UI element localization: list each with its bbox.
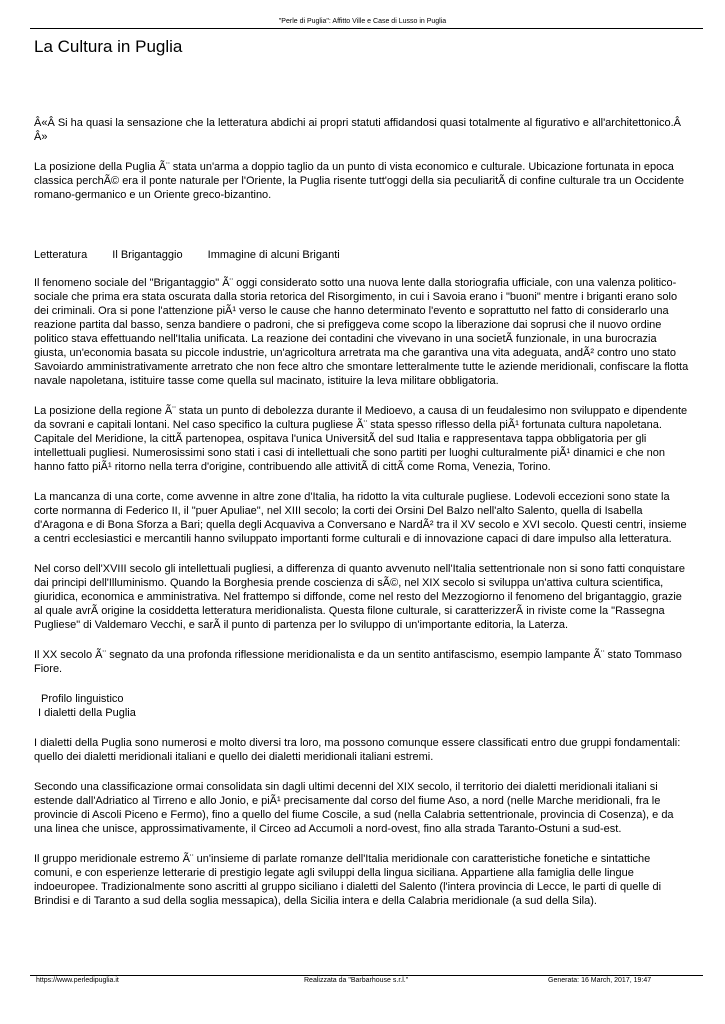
page-title: La Cultura in Puglia	[34, 37, 183, 56]
profile-line-2: I dialetti della Puglia	[38, 707, 136, 719]
footer-divider	[30, 975, 703, 976]
intro-quote: Â«Â Si ha quasi la sensazione che la letteratura abdichi ai propri statuti affidandosi quasi totalmente al figurativo e all'architettonico.Â Â»	[34, 117, 682, 143]
nav-item-letteratura[interactable]: Letteratura	[34, 249, 88, 261]
article-body	[34, 116, 689, 908]
paragraph-regione: La posizione della regione Ã¨ stata un punto di debolezza durante il Medioevo, a causa di un feudalesimo non sviluppato e dipendente da sovrani e capitali lontani. Nel caso specifico la cultura pugliese Ã¨ stata spesso riflesso della piÃ¹ fortunata cultura napoletana. Capitale del Meridione, la cittÃ partenopea, ospitava l'unica UniversitÃ del sud Italia e rappresentava tappa obbligatoria per gli intellettuali pugliesi. Numerosissimi sono stati i casi di intellettuali che sono partiti per luoghi culturalmente piÃ¹ dinamici e che non hanno fatto piÃ¹ ritorno nella terra d'origine, contribuendo alle attivitÃ di cittÃ come Roma, Venezia, Torino.	[34, 405, 688, 473]
header-divider	[30, 28, 703, 29]
paragraph-brigantaggio: Il fenomeno sociale del "Brigantaggio" Ã¨ oggi considerato sotto una nuova lente dalla storiografia ufficiale, con una valenza politico-sociale che prima era stata oscurata dalla storia retorica del Risorgimento, in cui i Savoia erano i "buoni" mentre i briganti erano solo dei criminali. Ora si pone l'attenzione piÃ¹ verso le cause che hanno determinato l'evento e soprattutto nel fatto di considerarlo una reazione partita dal basso, senza bandiere o padroni, che si prefiggeva come scopo la liberazione dai soprusi che il nuovo ordine politico stava effettuando nell'Italia unificata. La reazione dei contadini che vivevano in una societÃ funzionale, in una burocrazia giusta, un'economia basata su piccole industrie, un'agricoltura arretrata ma che garantiva una vita adeguata, andÃ² contro uno stato Savoiardo amministrativamente arretrato che non fece altro che smontare letteralmente tutte le aziende meridionali, confiscare la flotta navale napoletana, istituire tasse come quella sul macinato, istituire la leva militare obbligatoria.	[34, 277, 689, 387]
footer-url[interactable]: https://www.perledipuglia.it	[36, 977, 119, 984]
footer-credit: Realizzata da "Barbarhouse s.r.l."	[304, 977, 409, 984]
section-nav	[34, 248, 689, 262]
footer-generated: Generata: 16 March, 2017, 19:47	[548, 977, 652, 984]
dialect-paragraph-1: I dialetti della Puglia sono numerosi e molto diversi tra loro, ma possono comunque essere classificati entro due gruppi fondamentali: quello dei dialetti meridionali italiani e quello dei dialetti meridionali italiani estremi.	[34, 737, 681, 763]
site-title: "Perle di Puglia": Affitto Ville e Case di Lusso in Puglia	[278, 18, 447, 25]
nav-item-immagine-briganti[interactable]: Immagine di alcuni Briganti	[207, 249, 340, 261]
dialect-paragraph-2: Secondo una classificazione ormai consolidata sin dagli ultimi decenni del XIX secolo, il territorio dei dialetti meridionali italiani si estende dall'Adriatico al Tirreno e allo Jonio, e piÃ¹ precisamente dal corso del fiume Aso, a nord (nelle Marche meridionali, fra le provincie di Ascoli Piceno e Fermo), fino a quello del fiume Coscile, a sud (nella Calabria settentrionale, provincia di Cosenza), e da una linea che unisce, approssimativamente, il Circeo ad Accumoli a nord-ovest, fino alla strada Taranto-Ostuni a sud-est.	[34, 781, 674, 835]
paragraph-xviii-secolo: Nel corso dell'XVIII secolo gli intellettuali pugliesi, a differenza di quanto avvenuto nell'Italia settentrionale non si sono fatti conquistare dai principi dell'Illuminismo. Quando la Borghesia prende coscienza di sÃ©, nel XIX secolo si sviluppa un'attiva cultura scientifica, giuridica, economica e amministrativa. Nel frattempo si diffonde, come nel resto del Mezzogiorno il fenomeno del brigantaggio, grazie al quale avrÃ origine la cosiddetta letteratura meridionalista. Questa filone culturale, si caratterizzerÃ in riviste come la "Rassegna Pugliese" di Valdemaro Vecchi, e sarÃ il punto di partenza per lo sviluppo di un'importante editoria, la Laterza.	[34, 563, 685, 631]
intro-paragraph: La posizione della Puglia Ã¨ stata un'arma a doppio taglio da un punto di vista economico e culturale. Ubicazione fortunata in epoca classica perchÃ© era il ponte naturale per l'Oriente, la Puglia risente tutt'oggi della sia peculiaritÃ di confine culturale tra un Occidente romano-germanico e un Oriente greco-bizantino.	[34, 161, 685, 201]
dialect-paragraph-3: Il gruppo meridionale estremo Ã¨ un'insieme di parlate romanze dell'Italia meridionale con caratteristiche fonetiche e sintattiche comuni, e con esperienze letterarie di prestigio legate agli sviluppi della lingua siciliana. Appartiene alla famiglia delle lingue indoeuropee. Tradizionalmente sono ascritti al gruppo siciliano i dialetti del Salento (l'intera provincia di Lecce, le parti di quelle di Brindisi e di Taranto a sud della soglia messapica), della Sicilia intera e della Calabria meridionale (a sud della Sila).	[34, 853, 662, 907]
paragraph-xx-secolo: Il XX secolo Ã¨ segnato da una profonda riflessione meridionalista e da un sentito antifascismo, esempio lampante Ã¨ stato Tommaso Fiore.	[34, 649, 682, 675]
nav-item-brigantaggio[interactable]: Il Brigantaggio	[112, 249, 183, 261]
profile-heading	[34, 692, 689, 720]
paragraph-corte: La mancanza di una corte, come avvenne in altre zone d'Italia, ha ridotto la vita culturale pugliese. Lodevoli eccezioni sono state la corte normanna di Federico II, il "puer Apuliae", nel XIII secolo; la corti dei Orsini Del Balzo nell'alto Salento, quella di Isabella d'Aragona e di Bona Sforza a Bari; quella degli Acquaviva a Conversano e NardÃ² tra il XV secolo e XVI secolo. Questi centri, insieme a centri ecclesiastici e mercantili hanno sviluppato importanti forme culturali e di innovazione capaci di dare impulso alla letteratura.	[34, 491, 687, 545]
page-header	[0, 0, 725, 26]
profile-line-1: Profilo linguistico	[41, 693, 124, 705]
